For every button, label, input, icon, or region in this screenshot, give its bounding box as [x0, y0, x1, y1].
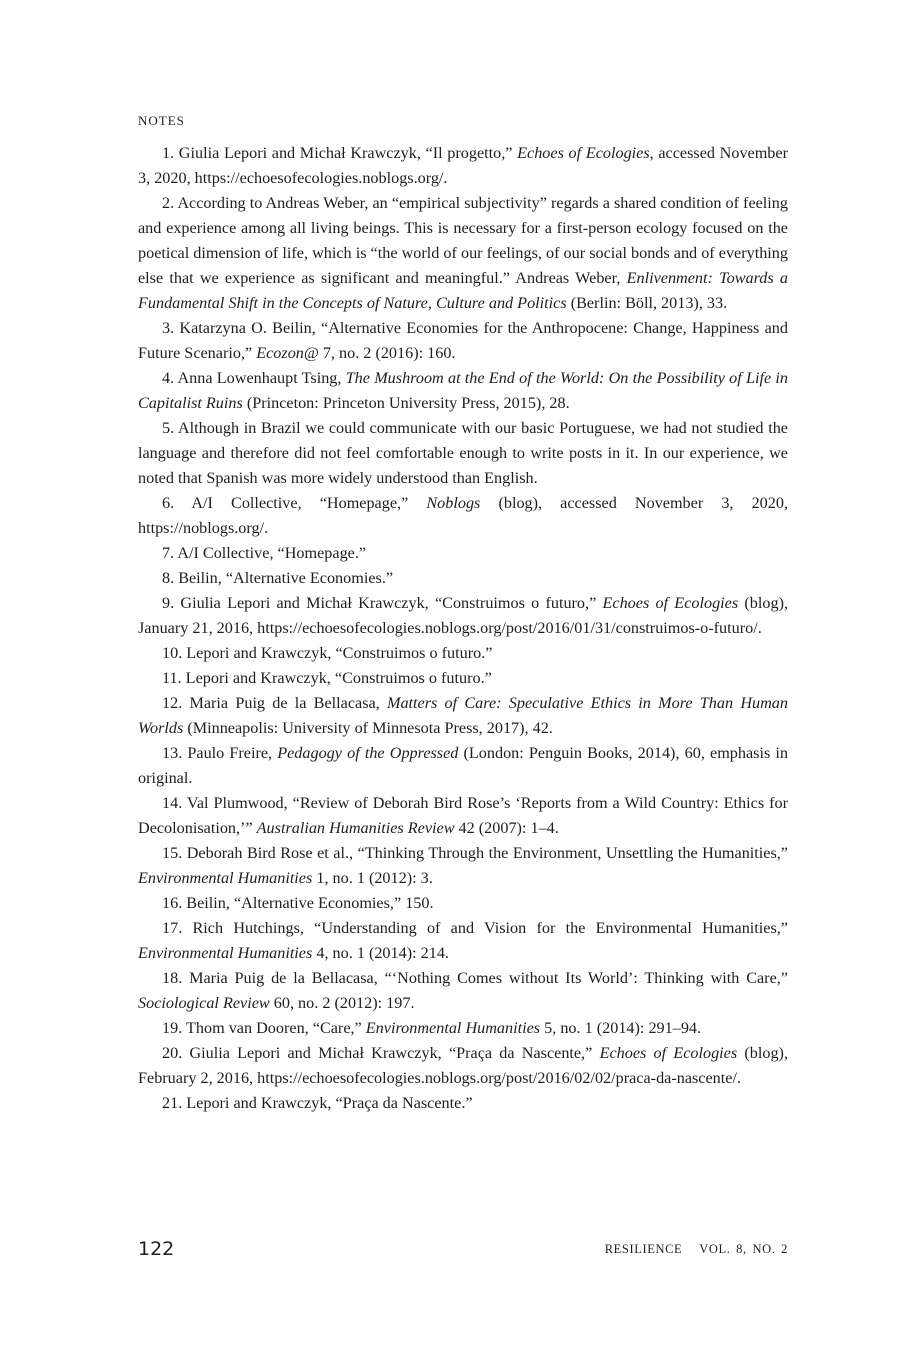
note-10 — [138, 641, 788, 666]
note-italic-title: Matters of Care: Speculative Ethics in More Than Human Worlds — [138, 694, 788, 737]
note-text: 1. Giulia Lepori and Michał Krawczyk, “Il progetto,” — [162, 144, 518, 162]
note-15 — [138, 841, 788, 891]
note-italic-title: Environmental Humanities — [138, 869, 313, 887]
note-13 — [138, 741, 788, 791]
note-italic-title: Ecozon@ — [256, 344, 319, 362]
note-text: 17. Rich Hutchings, “Understanding of and Vision for the Environmental Humanities,” — [162, 919, 788, 937]
note-21 — [138, 1091, 788, 1116]
note-text: 5. Although in Brazil we could communicate with our basic Portuguese, we had not studied the language and therefore did not feel comfortable enough to write posts in it. In our experience, we noted that Spanish was more widely understood than English. — [138, 419, 788, 487]
note-text: 8. Beilin, “Alternative Economies.” — [162, 569, 394, 587]
note-text: 60, no. 2 (2012): 197. — [269, 994, 415, 1012]
note-4 — [138, 366, 788, 416]
note-5 — [138, 416, 788, 491]
note-text: 2. According to Andreas Weber, an “empirical subjectivity” regards a shared condition of feeling and experience among all living beings. This is necessary for a first-person ecology focused on the poetical dimension of life, which is “the world of our feelings, of our social bonds and of everything else that we experience as significant and meaningful.” Andreas Weber, — [138, 194, 788, 287]
note-text: (Minneapolis: University of Minnesota Press, 2017), 42. — [183, 719, 553, 737]
note-italic-title: Environmental Humanities — [138, 944, 313, 962]
note-italic-title: Echoes of Ecologies — [602, 594, 739, 612]
note-11 — [138, 666, 788, 691]
notes-heading: NOTES — [138, 113, 185, 128]
page-number: 122 — [138, 1238, 175, 1260]
running-head: RESILIENCE VOL. 8, NO. 2 — [604, 1242, 788, 1256]
note-italic-title: The Mushroom at the End of the World: On the Possibility of Life in Capitalist Ruins — [138, 369, 789, 412]
note-text: 20. Giulia Lepori and Michał Krawczyk, “Praça da Nascente,” — [162, 1044, 600, 1062]
note-text: 9. Giulia Lepori and Michał Krawczyk, “Construimos o futuro,” — [162, 594, 603, 612]
note-text: 12. Maria Puig de la Bellacasa, — [162, 694, 387, 712]
note-9 — [138, 591, 788, 641]
note-8 — [138, 566, 788, 591]
note-20 — [138, 1041, 788, 1091]
note-text: (blog), accessed November 3, 2020, https://noblogs.org/. — [138, 494, 789, 537]
note-text: 21. Lepori and Krawczyk, “Praça da Nascente.” — [162, 1094, 473, 1112]
note-italic-title: Echoes of Ecologies — [599, 1044, 738, 1062]
note-italic-title: Pedagogy of the Oppressed — [277, 744, 459, 762]
note-text: (Berlin: Böll, 2013), 33. — [566, 294, 728, 312]
note-text: 3. Katarzyna O. Beilin, “Alternative Economies for the Anthropocene: Change, Happiness and Future Scenario,” — [138, 319, 788, 362]
note-19 — [138, 1016, 788, 1041]
note-text: (blog), February 2, 2016, https://echoesofecologies.noblogs.org/post/2016/02/02/praca-da-nascente/. — [138, 1044, 788, 1087]
note-3 — [138, 316, 788, 366]
note-text: 6. A/I Collective, “Homepage,” — [162, 494, 427, 512]
note-18 — [138, 966, 788, 1016]
notes-list — [138, 141, 788, 1116]
note-text: 19. Thom van Dooren, “Care,” — [162, 1019, 366, 1037]
note-italic-title: Enlivenment: Towards a Fundamental Shift in the Concepts of Nature, Culture and Politics — [138, 269, 788, 312]
note-text: (Princeton: Princeton University Press, 2015), 28. — [242, 394, 570, 412]
note-text: 10. Lepori and Krawczyk, “Construimos o futuro.” — [162, 644, 493, 662]
note-text: 14. Val Plumwood, “Review of Deborah Bird Rose’s ‘Reports from a Wild Country: Ethics for Decolonisation,’” — [138, 794, 788, 837]
note-italic-title: Australian Humanities Review — [256, 819, 455, 837]
note-text: 7, no. 2 (2016): 160. — [318, 344, 456, 362]
note-text: 11. Lepori and Krawczyk, “Construimos o futuro.” — [162, 669, 492, 687]
note-1 — [138, 141, 788, 191]
note-italic-title: Echoes of Ecologies — [517, 144, 650, 162]
note-text: (blog), January 21, 2016, https://echoesofecologies.noblogs.org/post/2016/01/31/construimos-o-futuro/. — [138, 594, 789, 637]
note-italic-title: Environmental Humanities — [365, 1019, 541, 1037]
note-text: 18. Maria Puig de la Bellacasa, “‘Nothing Comes without Its World’: Thinking with Care,” — [162, 969, 788, 987]
note-text: 4. Anna Lowenhaupt Tsing, — [162, 369, 346, 387]
note-2 — [138, 191, 788, 316]
note-text: 16. Beilin, “Alternative Economies,” 150. — [162, 894, 434, 912]
note-text: , accessed November 3, 2020, https://echoesofecologies.noblogs.org/. — [138, 144, 788, 187]
note-text: 5, no. 1 (2014): 291–94. — [540, 1019, 702, 1037]
note-text: (London: Penguin Books, 2014), 60, emphasis in original. — [138, 744, 788, 787]
note-italic-title: Sociological Review — [138, 994, 270, 1012]
note-text: 4, no. 1 (2014): 214. — [312, 944, 449, 962]
note-italic-title: Noblogs — [426, 494, 481, 512]
note-12 — [138, 691, 788, 741]
note-text: 1, no. 1 (2012): 3. — [312, 869, 433, 887]
note-14 — [138, 791, 788, 841]
note-7 — [138, 541, 788, 566]
note-text: 13. Paulo Freire, — [162, 744, 278, 762]
note-16 — [138, 891, 788, 916]
note-text: 15. Deborah Bird Rose et al., “Thinking Through the Environment, Unsettling the Humanities,” — [162, 844, 788, 862]
note-text: 7. A/I Collective, “Homepage.” — [162, 544, 367, 562]
note-6 — [138, 491, 788, 541]
note-text: 42 (2007): 1–4. — [454, 819, 559, 837]
note-17 — [138, 916, 788, 966]
